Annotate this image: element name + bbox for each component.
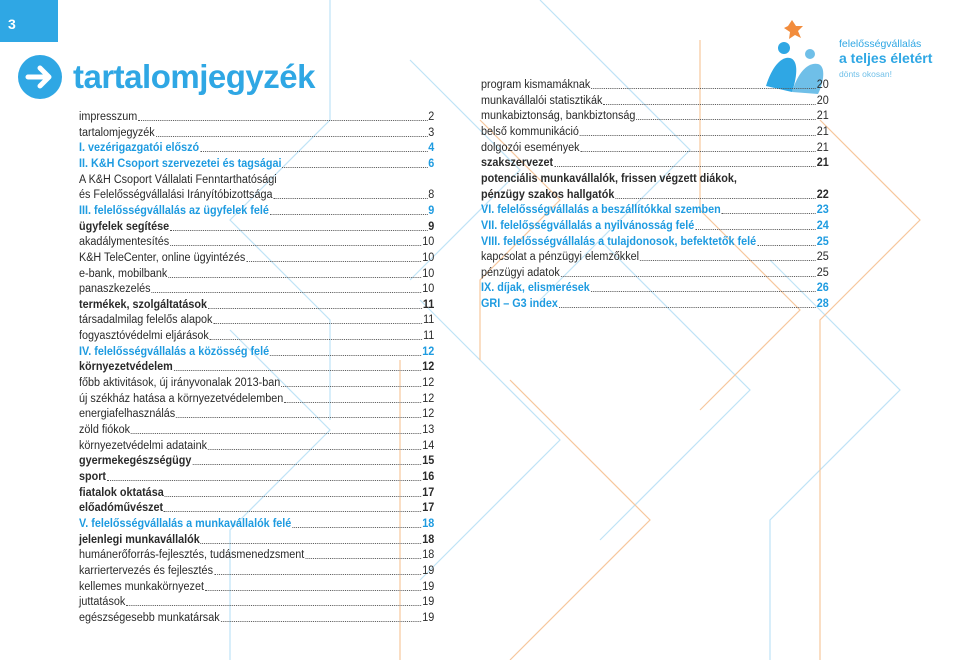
toc-entry[interactable] xyxy=(481,125,829,139)
toc-entry-title: ügyfelek segítése xyxy=(79,220,170,233)
toc-entry-page: 12 xyxy=(422,392,435,405)
toc-dot-leader xyxy=(176,417,421,418)
toc-entry-title: pénzügyi adatok xyxy=(481,266,560,279)
toc-entry-title: gyermekegészségügy xyxy=(79,455,192,468)
toc-entry-page: 24 xyxy=(816,219,829,232)
toc-entry-title: környezetvédelem xyxy=(79,361,173,374)
toc-entry-page: 20 xyxy=(816,94,829,107)
toc-dot-leader xyxy=(270,355,421,356)
toc-dot-leader xyxy=(151,292,421,293)
toc-dot-leader xyxy=(170,230,427,231)
toc-entry-title: energiafelhasználás xyxy=(79,408,176,421)
toc-entry-page: 2 xyxy=(428,111,435,123)
toc-dot-leader xyxy=(561,276,816,277)
toc-entry-title: pénzügy szakos hallgatók xyxy=(481,188,615,201)
toc-entry[interactable] xyxy=(481,219,829,233)
toc-dot-leader xyxy=(305,558,421,559)
toc-entry-page: 19 xyxy=(422,596,435,609)
toc-dot-leader xyxy=(722,213,816,214)
toc-dot-leader xyxy=(640,260,816,261)
toc-entry[interactable] xyxy=(481,297,829,311)
toc-entry[interactable] xyxy=(79,486,434,500)
toc-entry[interactable] xyxy=(79,345,434,359)
toc-entry-page: 18 xyxy=(422,549,435,562)
toc-entry-title: karriertervezés és fejlesztés xyxy=(79,564,213,577)
toc-entry[interactable] xyxy=(79,454,434,468)
toc-entry-title: belső kommunikáció xyxy=(481,125,579,138)
toc-dot-leader xyxy=(126,605,421,606)
toc-entry[interactable] xyxy=(79,157,434,171)
toc-entry-page: 21 xyxy=(816,141,829,154)
toc-entry-title: juttatások xyxy=(79,596,126,609)
toc-entry-page: 28 xyxy=(816,298,829,311)
toc-entry[interactable] xyxy=(481,266,829,280)
toc-entry-title: munkavállalói statisztikák xyxy=(481,94,603,107)
toc-entry-title: és Felelősségvállalási Irányítóbizottsága xyxy=(79,189,273,202)
toc-entry-page: 21 xyxy=(816,157,829,170)
toc-entry-title: munkabiztonság, bankbiztonság xyxy=(481,110,636,123)
toc-entry-page: 26 xyxy=(816,282,829,295)
toc-entry[interactable] xyxy=(79,407,434,421)
toc-entry-page: 12 xyxy=(422,377,435,390)
toc-entry[interactable] xyxy=(79,580,434,594)
toc-dot-leader xyxy=(580,135,816,136)
toc-dot-leader xyxy=(603,104,816,105)
toc-dot-leader xyxy=(695,229,816,230)
toc-entry[interactable] xyxy=(79,235,434,249)
toc-entry-page: 12 xyxy=(422,345,435,358)
page-number-tab xyxy=(0,0,58,42)
toc-entry-title: zöld fiókok xyxy=(79,424,131,436)
toc-entry-title: II. K&H Csoport szervezetei és tagságai xyxy=(79,157,282,170)
toc-entry-page: 19 xyxy=(422,611,435,624)
toc-entry-page: 22 xyxy=(816,188,829,201)
toc-entry-title: termékek, szolgáltatások xyxy=(79,298,207,311)
toc-entry[interactable] xyxy=(481,188,829,202)
toc-entry[interactable] xyxy=(79,126,434,140)
toc-entry-title: potenciális munkavállalók, frissen végzett diákok, xyxy=(481,172,737,185)
toc-dot-leader xyxy=(292,527,421,528)
toc-entry-title: környezetvédelmi adataink xyxy=(79,439,208,452)
toc-entry-title: panaszkezelés xyxy=(79,283,151,296)
toc-dot-leader xyxy=(200,151,427,152)
toc-entry[interactable] xyxy=(79,470,434,484)
toc-entry-title: kellemes munkakörnyezet xyxy=(79,580,204,593)
toc-entry-page: 10 xyxy=(422,283,435,296)
toc-entry-title: kapcsolat a pénzügyi elemzőkkel xyxy=(481,251,640,264)
toc-entry-title: főbb aktivitások, új irányvonalak 2013-ban xyxy=(79,377,281,390)
toc-entry-title: fiatalok oktatása xyxy=(79,486,164,499)
toc-entry[interactable] xyxy=(79,313,434,327)
toc-entry[interactable] xyxy=(79,517,434,531)
toc-entry-page: 9 xyxy=(428,220,435,233)
toc-entry-title: tartalomjegyzék xyxy=(79,126,155,139)
toc-entry-page: 17 xyxy=(422,502,435,515)
arrow-circle-icon xyxy=(17,54,63,100)
toc-entry-title: program kismamáknak xyxy=(481,79,591,91)
toc-entry-page: 10 xyxy=(422,267,435,280)
toc-dot-leader xyxy=(205,590,421,591)
toc-entry-title: dolgozói események xyxy=(481,141,580,154)
toc-entry-title: I. vezérigazgatói előszó xyxy=(79,142,200,155)
toc-entry-page: 19 xyxy=(422,564,435,577)
toc-entry-page: 15 xyxy=(422,455,435,468)
toc-entry-page: 12 xyxy=(422,361,435,374)
toc-entry[interactable] xyxy=(79,110,434,124)
toc-dot-leader xyxy=(221,621,422,622)
toc-entry-page: 17 xyxy=(422,486,435,499)
toc-entry-page: 9 xyxy=(428,204,435,217)
toc-entry-title: társadalmilag felelős alapok xyxy=(79,314,213,327)
page-number: 3 xyxy=(8,16,16,32)
toc-entry[interactable] xyxy=(79,392,434,406)
toc-entry-title: VII. felelősségvállalás a nyilvánosság felé xyxy=(481,219,695,232)
toc-entry-page: 18 xyxy=(422,517,435,530)
toc-entry[interactable] xyxy=(79,611,434,625)
toc-dot-leader xyxy=(156,136,428,137)
toc-entry-page: 3 xyxy=(428,126,435,139)
toc-entry-title: e-bank, mobilbank xyxy=(79,267,168,280)
toc-dot-leader xyxy=(281,386,421,387)
toc-entry[interactable] xyxy=(79,501,434,515)
toc-entry-page: 20 xyxy=(816,79,829,91)
toc-dot-leader xyxy=(165,496,422,497)
toc-entry-title: IX. díjak, elismerések xyxy=(481,282,590,295)
toc-entry[interactable] xyxy=(79,439,434,453)
toc-entry-title: fogyasztóvédelmi eljárások xyxy=(79,330,209,343)
toc-dot-leader xyxy=(284,402,421,403)
toc-entry[interactable] xyxy=(79,220,434,234)
toc-entry-page: 21 xyxy=(816,110,829,123)
toc-entry-page: 10 xyxy=(422,236,435,249)
toc-entry-page: 13 xyxy=(422,424,435,436)
toc-entry-page: 14 xyxy=(422,439,435,452)
toc-entry-page: 6 xyxy=(428,157,435,170)
toc-dot-leader xyxy=(131,433,421,434)
toc-dot-leader xyxy=(168,277,421,278)
toc-entry[interactable] xyxy=(79,251,434,265)
toc-entry[interactable] xyxy=(481,235,829,249)
toc-entry-title: VIII. felelősségvállalás a tulajdonosok, befektetők felé xyxy=(481,235,757,248)
toc-entry-page: 10 xyxy=(422,251,435,264)
toc-dot-leader xyxy=(170,245,421,246)
toc-entry-title: egészségesebb munkatársak xyxy=(79,611,220,624)
toc-entry-page: 25 xyxy=(816,251,829,264)
toc-entry[interactable] xyxy=(79,376,434,390)
toc-entry[interactable] xyxy=(79,360,434,374)
toc-entry-title: VI. felelősségvállalás a beszállítókkal szemben xyxy=(481,204,721,217)
toc-entry[interactable] xyxy=(79,564,434,578)
toc-entry[interactable] xyxy=(481,141,829,155)
toc-entry-page: 21 xyxy=(816,125,829,138)
toc-dot-leader xyxy=(757,245,816,246)
toc-dot-leader xyxy=(273,198,427,199)
toc-dot-leader xyxy=(214,574,421,575)
toc-dot-leader xyxy=(208,308,422,309)
toc-entry-title: GRI – G3 index xyxy=(481,298,558,311)
page-title: tartalomjegyzék xyxy=(73,58,315,95)
toc-entry-title: humánerőforrás-fejlesztés, tudásmenedzsment xyxy=(79,549,305,562)
toc-entry-title: szakszervezet xyxy=(481,157,554,170)
toc-dot-leader xyxy=(282,167,427,168)
toc-entry-page: 25 xyxy=(816,266,829,279)
toc-dot-leader xyxy=(174,370,422,371)
toc-dot-leader xyxy=(201,543,422,544)
toc-dot-leader xyxy=(208,449,421,450)
toc-entry[interactable] xyxy=(481,94,829,108)
toc-dot-leader xyxy=(270,214,428,215)
toc-dot-leader xyxy=(138,120,427,121)
toc-entry-title: sport xyxy=(79,470,107,483)
logo-line-3: dönts okosan! xyxy=(839,69,892,79)
logo-line-1: felelősségvállalás xyxy=(839,38,922,50)
toc-entry[interactable] xyxy=(79,595,434,609)
toc-dot-leader xyxy=(107,480,421,481)
toc-dot-leader xyxy=(636,119,815,120)
toc-dot-leader xyxy=(554,166,816,167)
toc-entry-title: A K&H Csoport Vállalati Fenntarthatósági xyxy=(79,173,277,186)
toc-entry-title: impresszum xyxy=(79,111,138,123)
toc-entry[interactable] xyxy=(79,188,434,202)
toc-entry[interactable] xyxy=(79,267,434,281)
toc-dot-leader xyxy=(559,307,816,308)
toc-entry[interactable] xyxy=(481,109,829,123)
toc-entry[interactable] xyxy=(481,281,829,295)
toc-entry-title: K&H TeleCenter, online ügyintézés xyxy=(79,251,246,264)
toc-entry-title: III. felelősségvállalás az ügyfelek felé xyxy=(79,204,269,217)
toc-entry-title: előadóművészet xyxy=(79,502,164,515)
toc-entry-page: 23 xyxy=(816,204,829,217)
toc-entry-title: jelenlegi munkavállalók xyxy=(79,533,200,546)
toc-dot-leader xyxy=(210,339,422,340)
toc-dot-leader xyxy=(192,464,421,465)
toc-entry[interactable] xyxy=(79,173,434,187)
toc-dot-leader xyxy=(615,198,816,199)
toc-entry[interactable] xyxy=(79,329,434,343)
toc-entry-page: 11 xyxy=(423,314,435,327)
toc-entry[interactable] xyxy=(79,298,434,312)
toc-dot-leader xyxy=(164,511,421,512)
toc-entry[interactable] xyxy=(79,141,434,155)
toc-dot-leader xyxy=(591,291,816,292)
toc-entry-page: 19 xyxy=(422,580,435,593)
toc-entry[interactable] xyxy=(481,156,829,170)
toc-entry[interactable] xyxy=(481,250,829,264)
toc-entry-page: 25 xyxy=(816,235,829,248)
toc-entry-title: új székház hatása a környezetvédelemben xyxy=(79,392,284,405)
logo-line-2: a teljes életért xyxy=(839,50,933,66)
toc-entry-page: 11 xyxy=(422,298,435,311)
toc-entry-page: 12 xyxy=(422,408,435,421)
toc-dot-leader xyxy=(213,323,422,324)
toc-entry[interactable] xyxy=(481,78,829,92)
toc-entry[interactable] xyxy=(79,548,434,562)
toc-entry[interactable] xyxy=(79,423,434,437)
toc-entry-title: V. felelősségvállalás a munkavállalók felé xyxy=(79,517,292,530)
toc-entry-page: 8 xyxy=(428,189,435,202)
toc-entry-page: 16 xyxy=(422,470,435,483)
toc-entry[interactable] xyxy=(79,533,434,547)
toc-dot-leader xyxy=(580,151,815,152)
toc-entry[interactable] xyxy=(481,172,829,186)
toc-entry[interactable] xyxy=(481,203,829,217)
toc-entry-title: IV. felelősségvállalás a közösség felé xyxy=(79,345,270,358)
toc-dot-leader xyxy=(246,261,421,262)
toc-entry-page: 4 xyxy=(428,142,435,155)
toc-entry-page: 18 xyxy=(422,533,435,546)
toc-entry[interactable] xyxy=(79,204,434,218)
toc-entry[interactable] xyxy=(79,282,434,296)
toc-entry-title: akadálymentesítés xyxy=(79,236,170,249)
toc-entry-page: 11 xyxy=(423,330,435,343)
toc-dot-leader xyxy=(591,88,816,89)
